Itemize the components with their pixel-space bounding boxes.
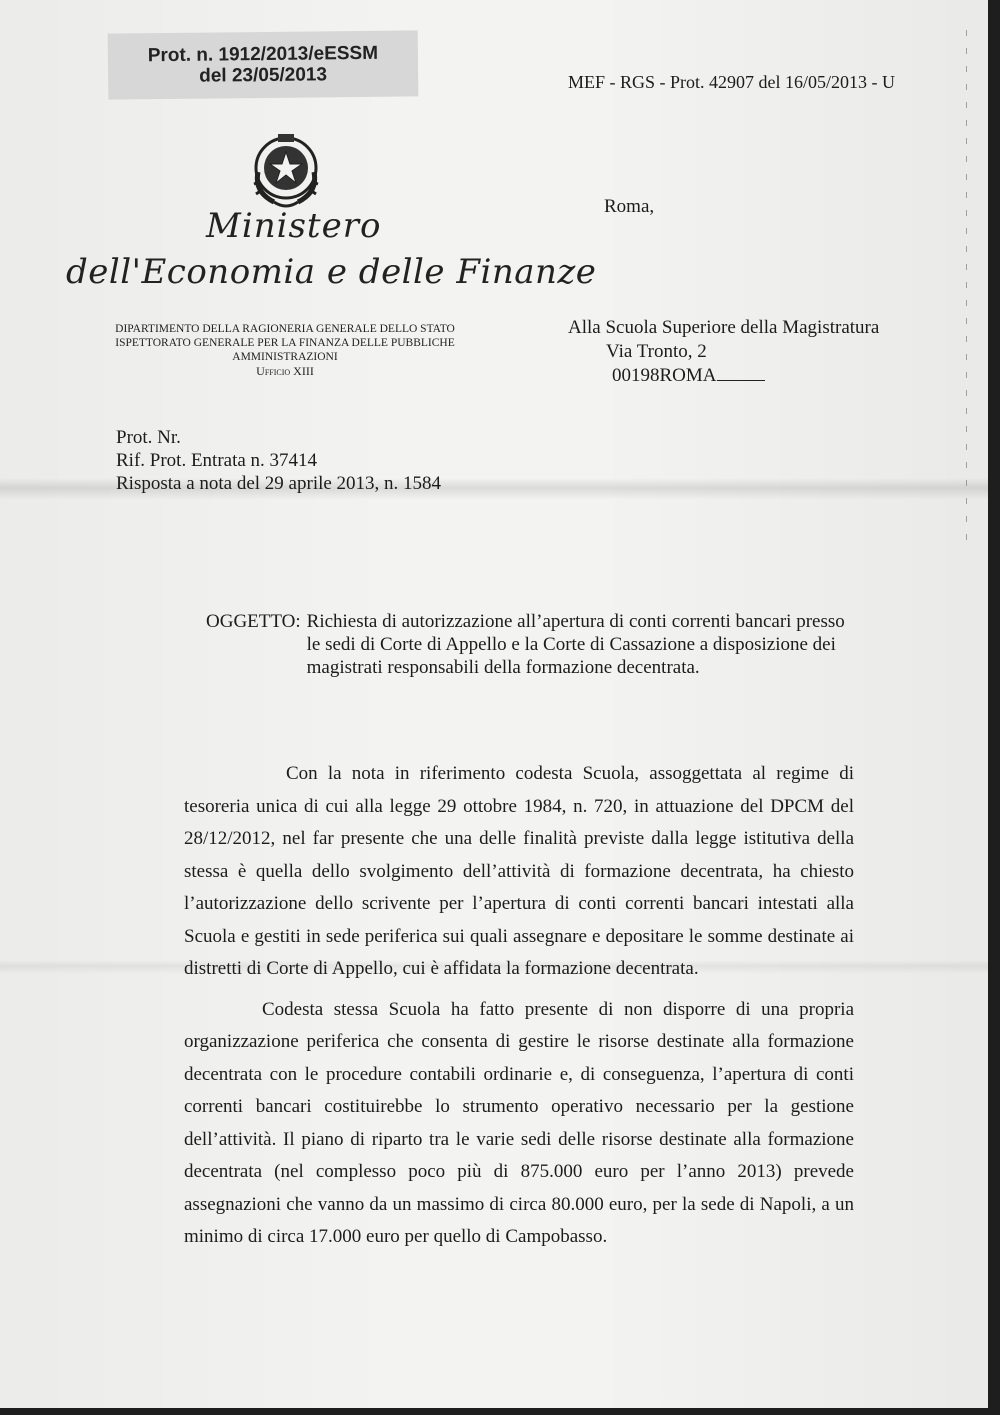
department-line-3: AMMINISTRAZIONI xyxy=(232,351,338,363)
addressee-block xyxy=(568,316,879,388)
subject-text: Richiesta di autorizzazione all’apertura di conti correnti bancari presso le sedi di Corte di Appello e la Corte di Cassazione a disposizione dei magistrati responsabili della formazione decentrata. xyxy=(306,611,845,678)
stamp-line-1: Prot. n. 1912/2013/eESSM xyxy=(147,42,379,67)
underline-mark xyxy=(717,364,765,381)
mef-protocol-number: MEF - RGS - Prot. 42907 del 16/05/2013 - U xyxy=(568,72,896,92)
department-line-1: DIPARTIMENTO DELLA RAGIONERIA GENERALE DELLO STATO xyxy=(115,323,455,335)
department-line-2: ISPETTORATO GENERALE PER LA FINANZA DELLE PUBBLICHE xyxy=(115,337,455,349)
ministry-name-line-2: dell'Economia e delle Finanze xyxy=(66,252,597,292)
scan-border-bottom xyxy=(0,1408,1000,1415)
department-block xyxy=(80,322,490,378)
rif-prot-entrata: Rif. Prot. Entrata n. 37414 xyxy=(116,450,318,471)
addressee-name: Alla Scuola Superiore della Magistratura xyxy=(568,317,880,338)
protocol-stamp xyxy=(108,30,419,99)
reference-block xyxy=(116,426,441,495)
page-fold-mark xyxy=(966,30,967,550)
addressee-city: 00198ROMA xyxy=(612,365,717,386)
body-paragraph-1: Con la nota in riferimento codesta Scuola, assoggettata al regime di tesoreria unica di cui alla legge 29 ottobre 1984, n. 720, in attuazione del DPCM del 28/12/2012, nel far presente che una delle finalità previste dalla legge istitutiva della stessa è quella dello svolgimento dell’attività di formazione decentrata, ha chiesto l’autorizzazione dello scrivente per l’apertura di conti correnti bancari intestati alla Scuola e gestiti in sede periferica sui quali assegnare e depositare le somme destinate ai distretti di Corte di Appello, cui è affidata la formazione decentrata. xyxy=(184,763,854,979)
prot-nr: Prot. Nr. xyxy=(116,427,181,448)
office-name: Ufficio XIII xyxy=(256,364,314,378)
subject-label: OGGETTO: xyxy=(206,611,301,632)
body-paragraph-2: Codesta stessa Scuola ha fatto presente di non disporre di una propria organizzazione periferica che consenta di gestire le risorse destinate alla formazione decentrata con le procedure contabili ordinarie e, di conseguenza, l’apertura di conti correnti bancari costituirebbe lo strumento operativo necessario per la gestione dell’attività. Il piano di riparto tra le varie sedi delle risorse destinate alla formazione decentrata (nel complesso poco più di 875.000 euro per l’anno 2013) prevede assegnazioni che vanno da un massimo di circa 80.000 euro, per la sede di Napoli, a un minimo di circa 17.000 euro per quello di Campobasso. xyxy=(184,998,854,1247)
stamp-line-2: del 23/05/2013 xyxy=(199,64,328,87)
addressee-city-line xyxy=(568,364,879,388)
addressee-street: Via Tronto, 2 xyxy=(606,341,707,362)
italian-republic-emblem-icon xyxy=(244,128,328,212)
risposta-nota: Risposta a nota del 29 aprile 2013, n. 1584 xyxy=(116,473,442,494)
ministry-name-line-1: Ministero xyxy=(206,206,382,246)
scan-border-right xyxy=(988,0,1000,1415)
subject-block xyxy=(206,610,856,679)
place-of-writing: Roma, xyxy=(604,196,655,217)
letter-body xyxy=(184,758,854,1262)
